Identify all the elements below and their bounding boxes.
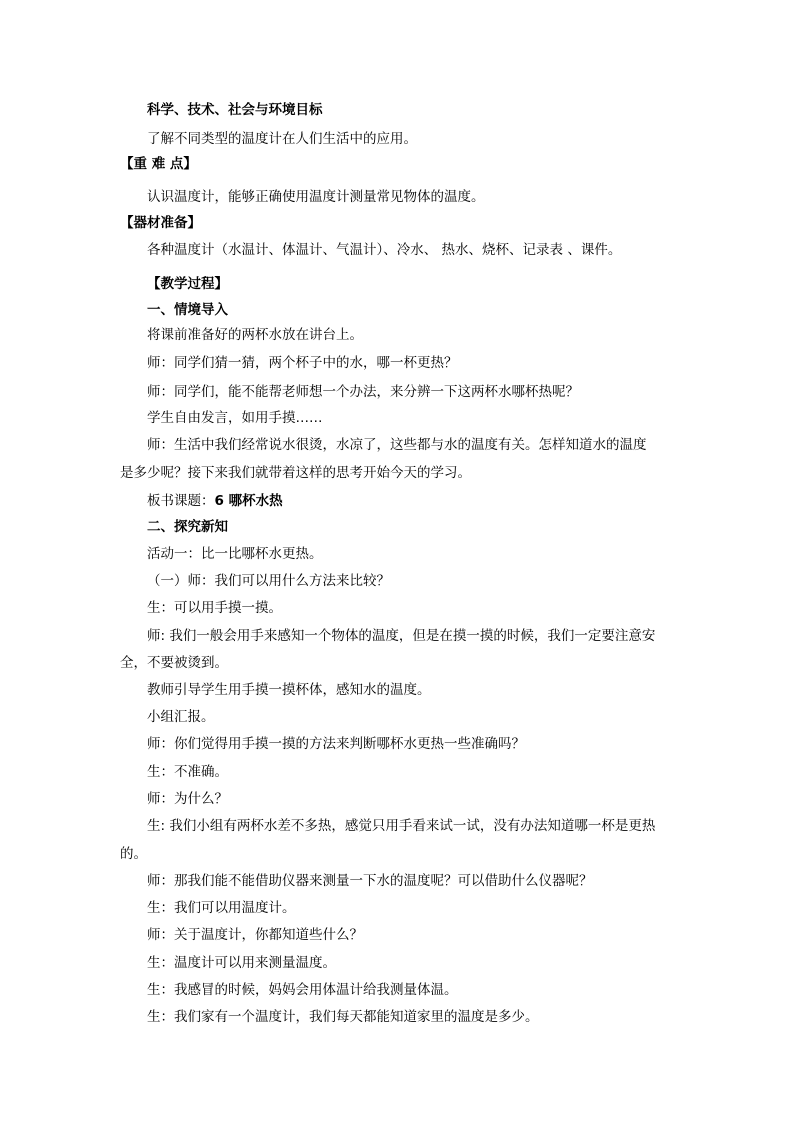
science-goal-heading: 科学、技术、社会与环境目标: [147, 102, 323, 118]
part2-line: 生：温度计可以用来测量温度。: [147, 955, 336, 971]
board-title: 6 哪杯水热: [214, 493, 283, 509]
part1-heading: 一、情境导入: [147, 302, 228, 318]
part2-line: 小组汇报。: [147, 709, 215, 725]
part2-line: 生: 我们小组有两杯水差不多热，感觉只用手看来试一试，没有办法知道哪一杯是更热: [147, 818, 656, 834]
science-goal-text: 了解不同类型的温度计在人们生活中的应用。: [147, 131, 417, 147]
part2-line: 师：为什么？: [147, 791, 228, 807]
part2-line: 活动一：比一比哪杯水更热。: [147, 546, 323, 562]
part2-line: 生：我们可以用温度计。: [147, 900, 296, 916]
part2-line: 生：不准确。: [147, 764, 228, 780]
part2-line: （一）师：我们可以用什么方法来比较？: [147, 573, 390, 589]
part2-heading: 二、探究新知: [147, 519, 228, 535]
part2-line: 生：我感冒的时候，妈妈会用体温计给我测量体温。: [147, 982, 458, 998]
part2-line: 师：那我们能不能借助仪器来测量一下水的温度呢？可以借助什么仪器呢？: [147, 873, 593, 889]
part2-line: 师：关于温度计，你都知道些什么？: [147, 927, 363, 943]
part1-line: 是多少呢？接下来我们就带着这样的思考开始今天的学习。: [120, 465, 471, 481]
board-title-line: [147, 492, 283, 510]
part1-line: 学生自由发言，如用手摸……: [147, 410, 323, 426]
part1-line: 师：同学们，能不能帮老师想一个办法，来分辨一下这两杯水哪杯热呢？: [147, 384, 579, 400]
part1-line: 将课前准备好的两杯水放在讲台上。: [147, 327, 363, 343]
part2-line: 教师引导学生用手摸一摸杯体，感知水的温度。: [147, 682, 431, 698]
board-title-prefix: 板书课题：: [147, 493, 215, 509]
part1-line: 师：生活中我们经常说水很烫，水凉了，这些都与水的温度有关。怎样知道水的温度: [147, 437, 647, 453]
materials-heading: 【器材准备】: [120, 215, 201, 231]
part2-line: 生：我们家有一个温度计，我们每天都能知道家里的温度是多少。: [147, 1009, 539, 1025]
process-heading: 【教学过程】: [147, 276, 228, 292]
part2-line: 生：可以用手摸一摸。: [147, 600, 282, 616]
part2-line: 的。: [120, 846, 147, 862]
key-points-text: 认识温度计，能够正确使用温度计测量常见物体的温度。: [147, 189, 485, 205]
part2-line: 全，不要被烫到。: [120, 655, 228, 671]
part2-line: 师: 我们一般会用手来感知一个物体的温度，但是在摸一摸的时候，我们一定要注意安: [147, 628, 656, 644]
part2-line: 师：你们觉得用手摸一摸的方法来判断哪杯水更热一些准确吗？: [147, 736, 525, 752]
part1-line: 师：同学们猜一猜，两个杯子中的水，哪一杯更热？: [147, 355, 458, 371]
key-points-heading: 【重 难 点】: [120, 156, 197, 172]
materials-text: 各种温度计（水温计、体温计、气温计）、冷水、 热水、烧杯、记录表 、课件。: [147, 242, 622, 258]
